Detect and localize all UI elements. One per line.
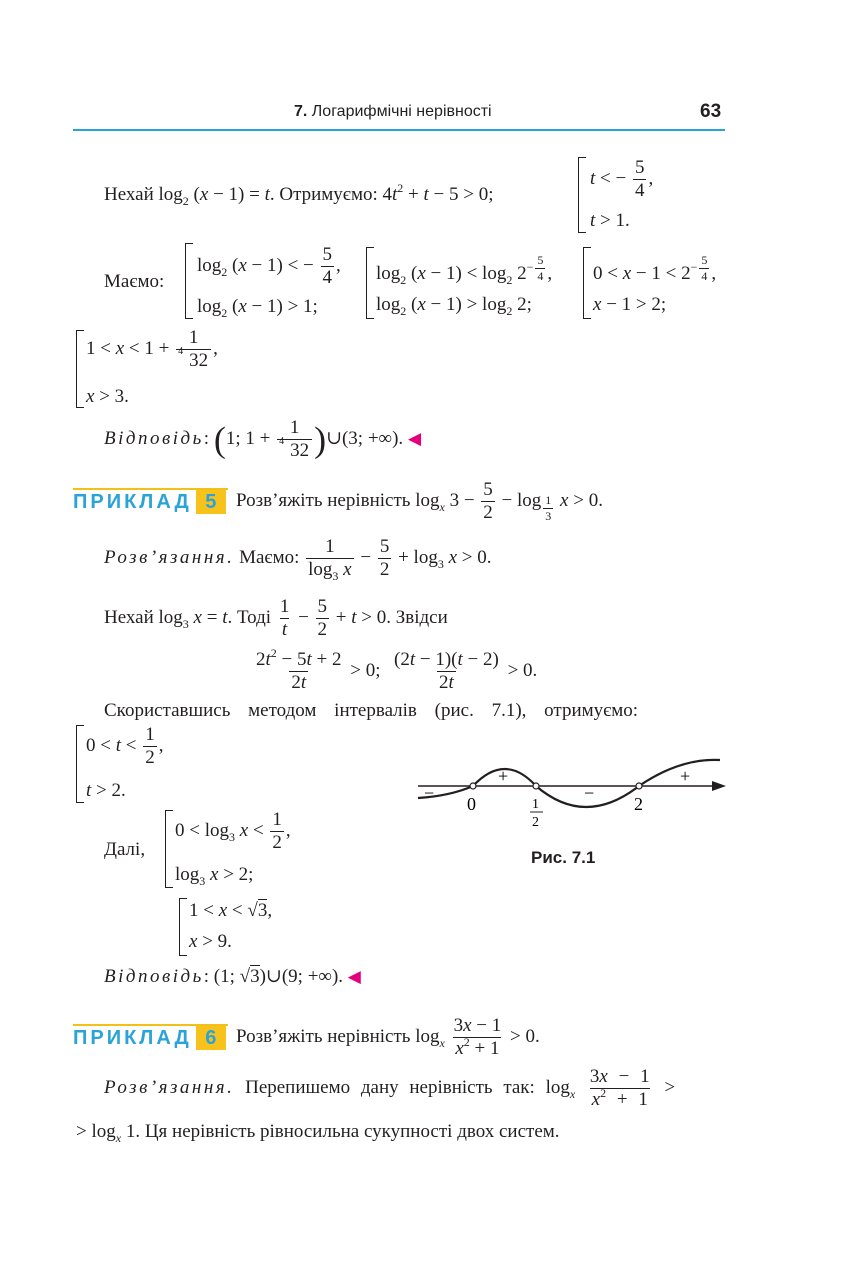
tick-label-half-den: 2 [532,815,539,830]
solution-5-line-4: Скориставшись методом інтервалів (рис. 7.1), отримуємо: [104,700,639,721]
example-number-6: 6 [196,1026,226,1050]
let-t-line: Нехай $\log_2 (x - 1) = t$. Отримуємо: $4t^2 + t - 5 > 0$; [104,181,494,208]
set-bracket-4 [583,247,591,319]
header-rule [73,129,725,131]
set-bracket-3 [366,247,374,319]
answer-1: Відповідь: (1; 1 + 1 4 32 )∪(3; +∞). ◀ [104,417,422,461]
example-5-heading [73,490,226,514]
set-7-line-2: $\log_3 x > 2$; [175,864,254,888]
example-word-6: ПРИКЛАД [73,1027,192,1049]
answer-label: Відповідь [104,427,204,449]
answer-label-2: Відповідь [104,966,204,987]
let-word-2: Нехай [104,606,154,628]
set-2-line-1: $\log_2 (x - 1)$ < − $\frac{5}{4}$ , [197,244,341,288]
dali-label: Далі, [104,839,146,860]
solution-5-line-2: Нехай $\log_3 x = t$. Тоді $\frac{1}{t}$ − $\frac{5}{2}$ + t > 0. Звідси [104,596,448,640]
sign-2: + [498,766,509,786]
obtain-word: Отримуємо: [279,184,378,205]
set-6-line-2: t > 2. [86,780,126,801]
solution-label-6: Розв’язання. [104,1076,235,1098]
interval-figure [410,750,730,840]
example-word: ПРИКЛАД [73,491,192,513]
set-4-line-1: $0 < x - 1 < 2^{- \frac{5}{4}}$ , [593,253,717,284]
set-bracket-1 [578,157,586,233]
example-6-task: Розв’яжіть нерівність $\log_x$ $\frac{3x - 1}{x^2 + 1}$ > 0. [236,1015,540,1059]
set-bracket-8 [179,898,187,956]
sign-4: + [680,766,691,786]
set-3-line-2: $\log_2 (x - 1) > \log_2 2$; [376,294,532,318]
chapter-title: Логарифмічні нерівності [311,103,492,120]
answer-2: Відповідь: (1; √3)∪(9; +∞). ◀ [104,966,361,987]
example-6-heading [73,1026,226,1050]
point-0 [470,783,476,789]
tick-label-half-num: 1 [532,797,539,812]
set-6-line-1: 0 < t < $\frac{1}{2}$ , [86,724,164,768]
hence-word: Звідси [395,606,448,628]
solution-6-line-1: Розв’язання. Перепишемо дану нерівність так: $\log_x$ $\frac{3x - 1}{x^2 + 1}$ > [104,1066,676,1110]
task-text-6: Розв’яжіть нерівність [236,1025,411,1047]
solution-6-line-2: > $\log_x 1$. Ця нерівність рівносильна сукупності двох систем. [76,1121,560,1145]
example-number: 5 [196,490,226,514]
end-of-solution-icon-2: ◀ [347,967,361,986]
set-2-line-2: $\log_2 (x - 1) > 1$; [197,296,318,320]
equivalent-text: Ця нерівність рівносильна сукупності двох систем. [144,1121,560,1142]
point-half [533,783,539,789]
tick-label-0: 0 [467,794,476,814]
set-1-line-1: t < − $\frac{5}{4}$ , [590,157,654,201]
set-1-line-2: t > 1. [590,210,630,231]
then-word: Тоді [236,606,272,628]
figure-caption: Рис. 7.1 [531,848,596,867]
let-word: Нехай [104,184,154,205]
maemo-label: Маємо: [104,271,165,292]
set-4-line-2: x − 1 > 2; [593,294,667,315]
set-5-line-1: 1 < x < 1 + 1 4 32 , [86,327,218,371]
page-number: 63 [700,101,722,122]
solution-label: Розв’язання. [104,546,235,568]
rewrite-text: Перепишемо дану нерівність так: [245,1076,535,1098]
sign-3: − [584,783,595,803]
set-7-line-1: $0 < \log_3 x$ < $\frac{1}{2}$ , [175,809,291,853]
set-bracket-5 [76,330,84,408]
axis-arrow-icon [712,781,726,791]
set-5-line-2: x > 3. [86,386,129,407]
tick-label-2: 2 [634,794,643,814]
example-5-task: Розв’яжіть нерівність $\log_x 3$ − $\frac{5}{2}$ − log $_{\frac{1}{3}}$ x > 0. [236,479,603,523]
chapter-number: 7. [294,103,308,120]
set-bracket-2 [185,243,193,319]
set-bracket-7 [165,810,173,888]
solution-5-line-1: Розв’язання. Маємо: $\frac{1}{\log_3 x}$ − $\frac{5}{2}$ + $\log_3 x > 0$. [104,536,492,583]
maemo-word: Маємо: [239,546,300,568]
set-8-line-1: 1 < x < √3, [189,900,273,921]
end-of-solution-icon: ◀ [407,428,422,448]
task-text: Розв’яжіть нерівність [236,489,411,511]
set-8-line-2: x > 9. [189,931,232,952]
set-bracket-6 [76,725,84,803]
sign-1: − [424,783,435,803]
set-3-line-1: $\log_2 (x - 1) < \log_2 2^{- \frac{5}{4}}$ , [376,253,553,287]
running-header [294,103,492,121]
point-2 [636,783,642,789]
sign-curve [418,760,720,807]
solution-5-line-3: $\frac{2t^2 - 5t + 2}{2t}$ > 0; $\frac{(2t - 1)(t - 2)}{2t}$ > 0. [256,646,538,693]
